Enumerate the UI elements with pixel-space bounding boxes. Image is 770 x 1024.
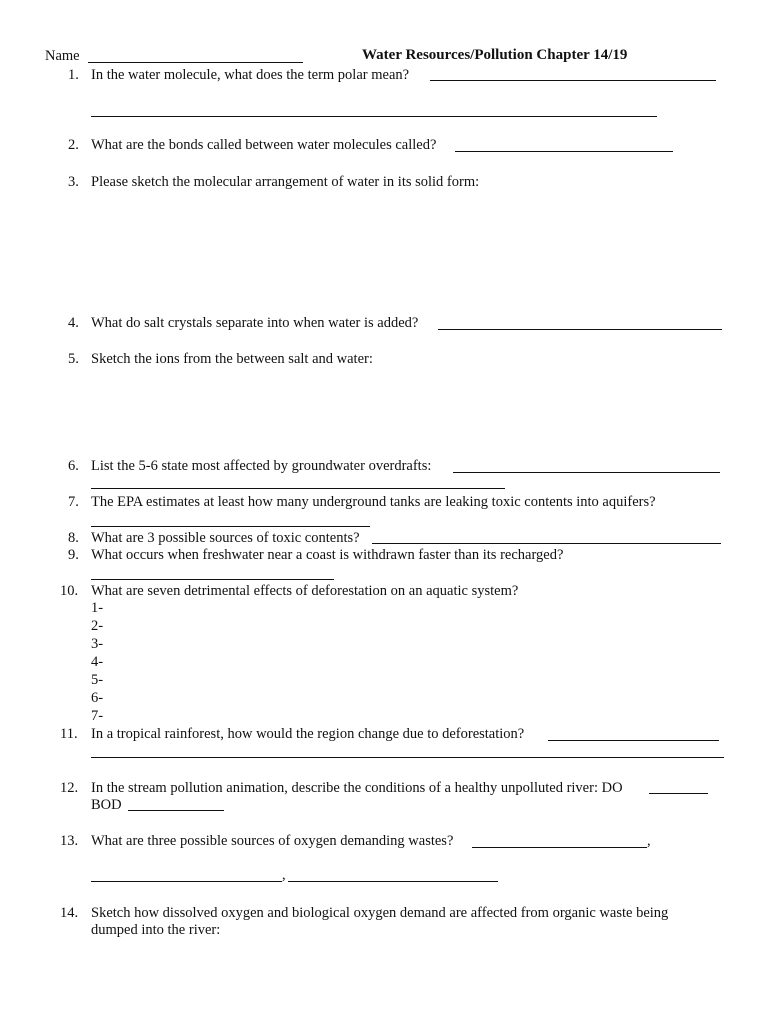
q8-text: What are 3 possible sources of toxic contents? (91, 530, 360, 546)
q13-comma-1: , (647, 833, 651, 849)
q13-answer-line-2[interactable] (91, 881, 282, 882)
q5-text: Sketch the ions from the between salt and water: (91, 351, 373, 367)
q9-number: 9. (68, 547, 79, 563)
q13-number: 13. (60, 833, 79, 849)
q12-bod-label: BOD (91, 797, 122, 813)
q13-answer-line-3[interactable] (288, 881, 498, 882)
q6-number: 6. (68, 458, 79, 474)
q11-text: In a tropical rainforest, how would the region change due to deforestation? (91, 726, 525, 742)
q6-answer-line[interactable] (453, 472, 720, 473)
name-answer-line[interactable] (88, 62, 303, 63)
q12-bod-answer-line[interactable] (128, 810, 224, 811)
q2-text: What are the bonds called between water molecules called? (91, 137, 437, 153)
q9-text: What occurs when freshwater near a coast is withdrawn faster than its recharged? (91, 547, 564, 563)
q7-text: The EPA estimates at least how many underground tanks are leaking toxic contents into aquifers? (91, 494, 656, 510)
q7-number: 7. (68, 494, 79, 510)
q13-comma-2: , (282, 867, 286, 883)
q2-answer-line[interactable] (455, 151, 673, 152)
q10-item-6: 6- (91, 690, 104, 706)
q10-item-5: 5- (91, 672, 104, 688)
q1-answer-line[interactable] (430, 80, 716, 81)
q4-text: What do salt crystals separate into when water is added? (91, 315, 419, 331)
q9-answer-line[interactable] (91, 579, 334, 580)
q10-item-2: 2- (91, 618, 104, 634)
q2-number: 2. (68, 137, 79, 153)
q12-text: In the stream pollution animation, describe the conditions of a healthy unpolluted river: DO (91, 780, 623, 796)
q1-text: In the water molecule, what does the term polar mean? (91, 67, 410, 83)
q10-text: What are seven detrimental effects of deforestation on an aquatic system? (91, 583, 519, 599)
q12-number: 12. (60, 780, 79, 796)
q5-number: 5. (68, 351, 79, 367)
q10-item-7: 7- (91, 708, 104, 724)
q10-number: 10. (60, 583, 79, 599)
q8-number: 8. (68, 530, 79, 546)
q4-number: 4. (68, 315, 79, 331)
q3-number: 3. (68, 174, 79, 190)
q14-number: 14. (60, 905, 79, 921)
page-title: Water Resources/Pollution Chapter 14/19 (362, 47, 628, 63)
q6-text: List the 5-6 state most affected by groundwater overdrafts: (91, 458, 432, 474)
q11-answer-line-2[interactable] (91, 757, 724, 758)
q14-text-line-1: Sketch how dissolved oxygen and biological oxygen demand are affected from organic waste being (91, 905, 669, 921)
q13-text: What are three possible sources of oxygen demanding wastes? (91, 833, 454, 849)
q3-text: Please sketch the molecular arrangement of water in its solid form: (91, 174, 480, 190)
q10-item-4: 4- (91, 654, 104, 670)
q14-text-line-2: dumped into the river: (91, 922, 221, 938)
q8-answer-line[interactable] (372, 543, 721, 544)
q7-answer-line[interactable] (91, 526, 370, 527)
q13-answer-line-1[interactable] (472, 847, 647, 848)
q6-answer-line-2[interactable] (91, 488, 505, 489)
name-label: Name (45, 48, 80, 64)
q1-number: 1. (68, 67, 79, 83)
q10-item-1: 1- (91, 600, 104, 616)
q12-do-answer-line[interactable] (649, 793, 708, 794)
q4-answer-line[interactable] (438, 329, 722, 330)
q11-number: 11. (60, 726, 78, 742)
q1-answer-line-2[interactable] (91, 116, 657, 117)
q10-item-3: 3- (91, 636, 104, 652)
q11-answer-line[interactable] (548, 740, 719, 741)
